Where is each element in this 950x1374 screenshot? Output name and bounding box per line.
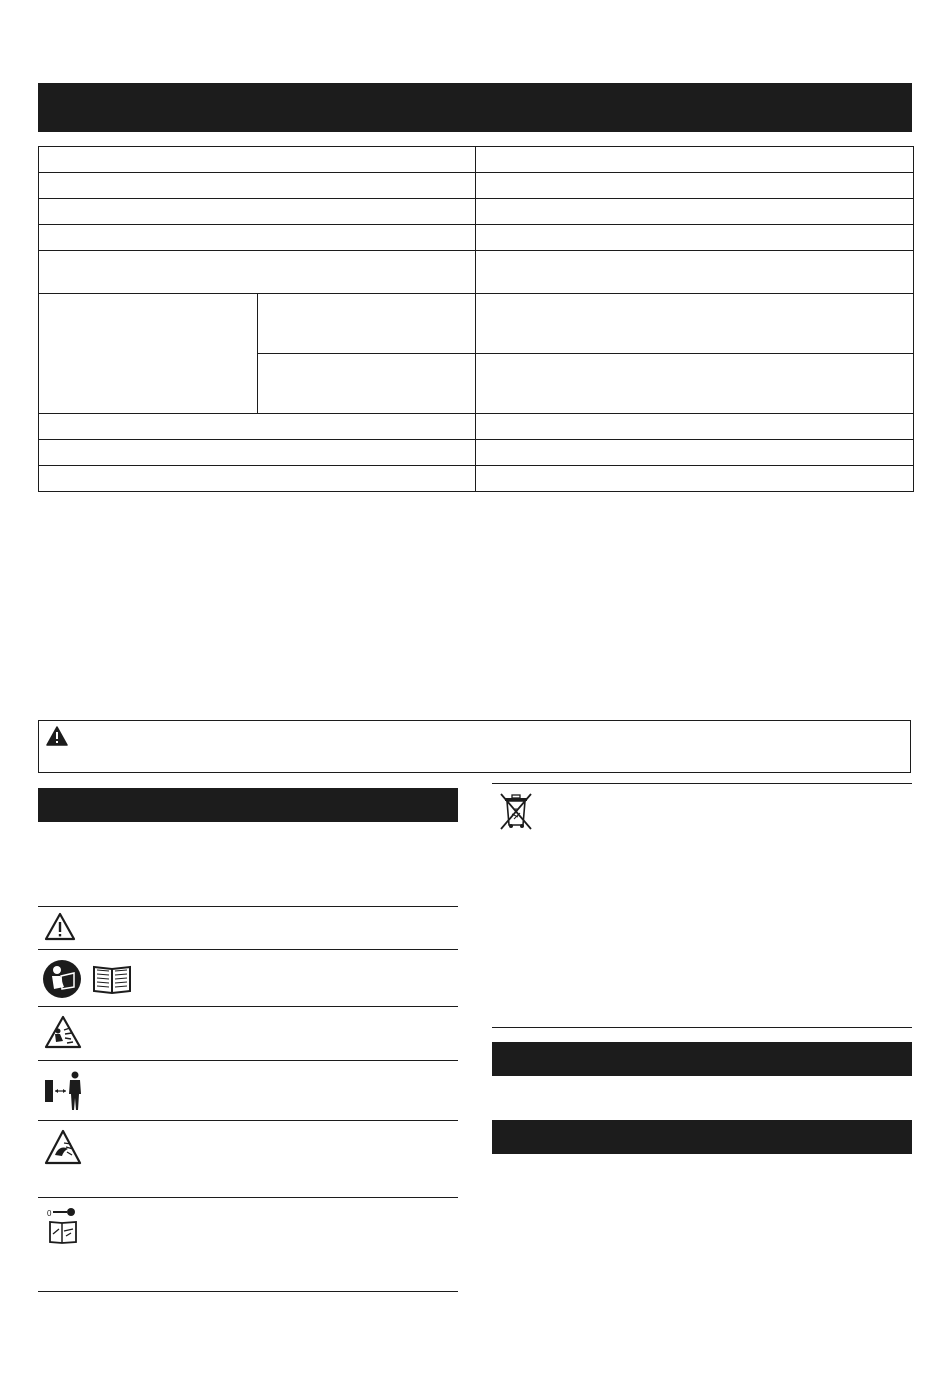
table-row <box>39 199 914 225</box>
remove-key-read-manual-icon <box>46 1207 80 1245</box>
spec-label <box>39 173 476 199</box>
spec-label <box>39 225 476 251</box>
divider <box>38 906 458 907</box>
svg-text:0: 0 <box>47 1209 52 1218</box>
keep-distance-icon <box>44 1070 86 1112</box>
divider <box>38 1060 458 1061</box>
table-row <box>39 225 914 251</box>
spec-value <box>476 294 914 354</box>
table-row <box>39 466 914 492</box>
spec-value <box>476 440 914 466</box>
table-row <box>39 251 914 294</box>
divider <box>38 1006 458 1007</box>
spec-value <box>476 251 914 294</box>
spec-label <box>39 414 476 440</box>
warning-triangle-icon <box>46 726 68 746</box>
spec-label <box>39 466 476 492</box>
spec-value <box>476 466 914 492</box>
flying-debris-warning-icon <box>44 1015 82 1049</box>
spec-sub-label <box>258 294 476 354</box>
divider <box>492 783 912 784</box>
table-row <box>39 294 914 354</box>
spec-value <box>476 199 914 225</box>
spec-label <box>39 251 476 294</box>
spec-label <box>39 294 258 414</box>
crossed-out-bin-icon <box>498 791 534 831</box>
spec-value <box>476 354 914 414</box>
table-row <box>39 440 914 466</box>
spec-label <box>39 199 476 225</box>
section-heading-bar-1 <box>492 1042 912 1076</box>
warning-box <box>38 720 911 773</box>
spec-value <box>476 147 914 173</box>
symbols-section-heading-bar <box>38 788 458 822</box>
read-manual-icon <box>42 959 132 999</box>
divider <box>38 949 458 950</box>
spec-sub-label <box>258 354 476 414</box>
table-row <box>39 414 914 440</box>
section-heading-bar-2 <box>492 1120 912 1154</box>
table-row <box>39 173 914 199</box>
divider <box>38 1291 458 1292</box>
spec-value <box>476 173 914 199</box>
sharp-blade-warning-icon <box>44 1129 82 1165</box>
table-row <box>39 147 914 173</box>
caution-triangle-icon <box>44 912 76 942</box>
spec-label <box>39 147 476 173</box>
divider <box>492 1027 912 1028</box>
spec-label <box>39 440 476 466</box>
spec-value <box>476 225 914 251</box>
spec-value <box>476 414 914 440</box>
page-title-bar <box>38 83 912 132</box>
divider <box>38 1197 458 1198</box>
specifications-table <box>38 146 914 492</box>
divider <box>38 1120 458 1121</box>
